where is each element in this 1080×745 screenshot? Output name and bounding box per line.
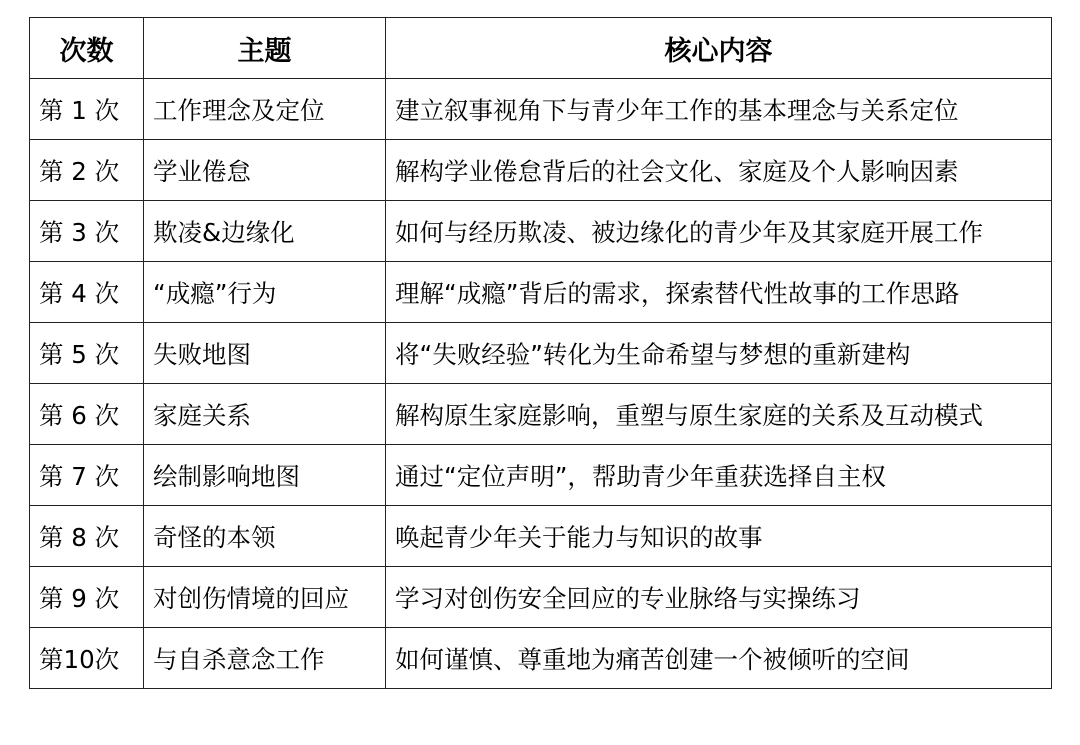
session-cell: 第 6 次 bbox=[30, 384, 144, 445]
topic-cell: 工作理念及定位 bbox=[144, 79, 386, 140]
content-cell: 如何谨慎、尊重地为痛苦创建一个被倾听的空间 bbox=[386, 628, 1052, 689]
content-cell: 如何与经历欺凌、被边缘化的青少年及其家庭开展工作 bbox=[386, 201, 1052, 262]
session-cell: 第 8 次 bbox=[30, 506, 144, 567]
topic-cell: 奇怪的本领 bbox=[144, 506, 386, 567]
table-header-row bbox=[30, 18, 1052, 79]
header-session-count: 次数 bbox=[30, 18, 144, 79]
session-cell: 第 3 次 bbox=[30, 201, 144, 262]
table-row bbox=[30, 79, 1052, 140]
topic-cell: 对创伤情境的回应 bbox=[144, 567, 386, 628]
session-cell: 第10次 bbox=[30, 628, 144, 689]
content-cell: 解构学业倦怠背后的社会文化、家庭及个人影响因素 bbox=[386, 140, 1052, 201]
table-row bbox=[30, 445, 1052, 506]
topic-cell: 失败地图 bbox=[144, 323, 386, 384]
table-row bbox=[30, 384, 1052, 445]
topic-cell: 家庭关系 bbox=[144, 384, 386, 445]
table-row bbox=[30, 628, 1052, 689]
content-cell: 理解“成瘾”背后的需求，探索替代性故事的工作思路 bbox=[386, 262, 1052, 323]
content-cell: 学习对创伤安全回应的专业脉络与实操练习 bbox=[386, 567, 1052, 628]
content-cell: 解构原生家庭影响，重塑与原生家庭的关系及互动模式 bbox=[386, 384, 1052, 445]
session-cell: 第 7 次 bbox=[30, 445, 144, 506]
topic-cell: 欺凌&边缘化 bbox=[144, 201, 386, 262]
header-topic: 主题 bbox=[144, 18, 386, 79]
session-cell: 第 9 次 bbox=[30, 567, 144, 628]
table-row bbox=[30, 201, 1052, 262]
table-row bbox=[30, 506, 1052, 567]
table-row bbox=[30, 140, 1052, 201]
session-cell: 第 1 次 bbox=[30, 79, 144, 140]
table-row bbox=[30, 262, 1052, 323]
topic-cell: 绘制影响地图 bbox=[144, 445, 386, 506]
topic-cell: 与自杀意念工作 bbox=[144, 628, 386, 689]
session-cell: 第 5 次 bbox=[30, 323, 144, 384]
content-cell: 将“失败经验”转化为生命希望与梦想的重新建构 bbox=[386, 323, 1052, 384]
table-row bbox=[30, 567, 1052, 628]
content-cell: 唤起青少年关于能力与知识的故事 bbox=[386, 506, 1052, 567]
session-table bbox=[29, 17, 1052, 689]
table-row bbox=[30, 323, 1052, 384]
session-cell: 第 2 次 bbox=[30, 140, 144, 201]
content-cell: 建立叙事视角下与青少年工作的基本理念与关系定位 bbox=[386, 79, 1052, 140]
topic-cell: 学业倦怠 bbox=[144, 140, 386, 201]
topic-cell: “成瘾”行为 bbox=[144, 262, 386, 323]
session-cell: 第 4 次 bbox=[30, 262, 144, 323]
header-core-content: 核心内容 bbox=[386, 18, 1052, 79]
content-cell: 通过“定位声明”，帮助青少年重获选择自主权 bbox=[386, 445, 1052, 506]
